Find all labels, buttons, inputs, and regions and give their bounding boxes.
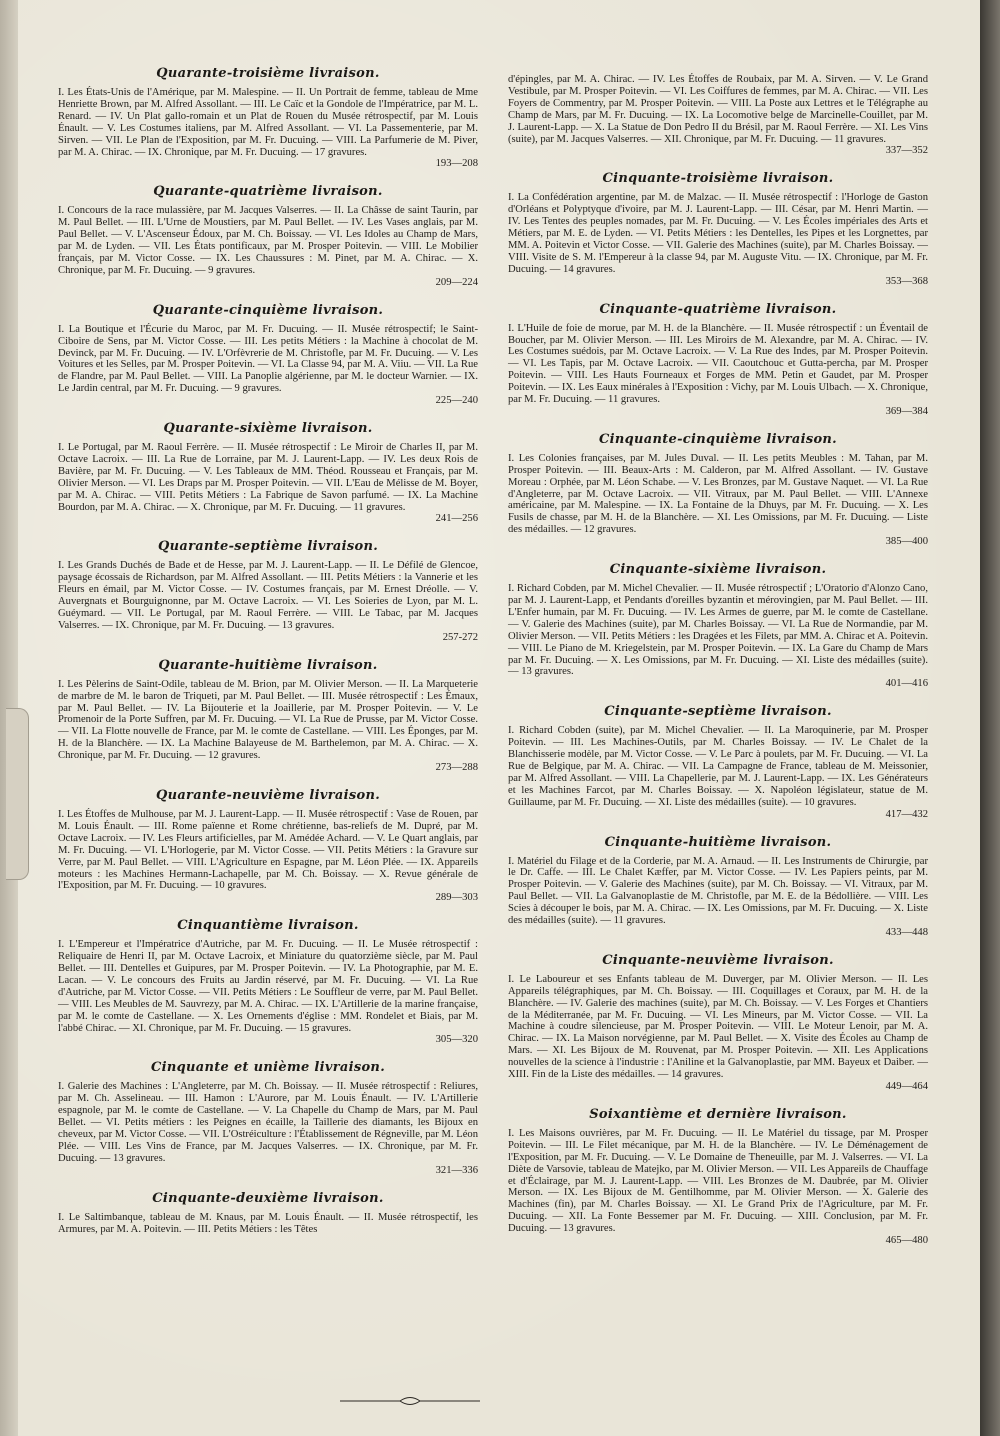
contents-text: I. Le Saltimbanque, tableau de M. Knaus, par M. Louis Énault. — II. Musée rétrospectif, les Armures, par M. A. Poitevin. — III. Petits Métiers : les Têtes [58, 1211, 478, 1235]
section-contents [58, 442, 478, 525]
section-contents [508, 192, 928, 287]
section-heading: Cinquante-deuxième livraison. [152, 1190, 384, 1206]
livraison-section [508, 953, 928, 1093]
page-range: 273—288 [435, 762, 478, 774]
page-range: 225—240 [435, 395, 478, 407]
section-contents [508, 583, 928, 690]
contents-text: I. La Confédération argentine, par M. de Malzac. — II. Musée rétrospectif : l'Horloge de Gaston d'Orléans et Polyptyque d'ivoire, par M. J. Laurent-Lapp. — III. César, par M. Henri Martin. — IV. Les Tentes des peuples nomades, par M. Fr. Ducuing. — V. Les Écoles impériales des Arts et Métiers, par M. E. de Lyden. — VI. Petits Métiers : les Dentelles, les Pipes et les Lorgnettes, par MM. A. Poitevin et Victor Cosse. — VII. Galerie des Machines (suite), par M. Charles Boissay. — VIII. Visite de S. M. l'Empereur à la classe 94, par M. Auguste Vitu. — IX. Chronique, par M. Fr. Ducuing. — 14 gravures. [508, 192, 928, 275]
section-contents [58, 809, 478, 904]
page-range: 353—368 [885, 275, 928, 287]
page-range: 289—303 [435, 892, 478, 904]
section-contents [58, 560, 478, 643]
contents-text: I. Les Pèlerins de Saint-Odile, tableau de M. Brion, par M. Olivier Merson. — II. La Marqueterie de marbre de M. le baron de Triqueti, par M. Paul Bellet. — III. Musée rétrospectif : Les Émaux, par M. Paul Bellet. — IV. La Bijouterie et la Joaillerie, par M. Prosper Poitevin. — V. Le Promenoir de la Porte Suffren, par M. Fr. Ducuing. — VI. La Rue de Prusse, par M. Victor Cosse. — VII. La Flotte nouvelle de France, par M. le comte de Castellane. — VIII. Les Éponges, par M. H. de la Blanchère. — IX. La Machine Balayeuse de M. Barthelemon, par M. A. Chirac. — X. Chronique, par M. Fr. Ducuing. — 12 gravures. [58, 678, 478, 762]
section-heading: Quarante-cinquième livraison. [152, 302, 384, 318]
livraison-section [58, 184, 478, 288]
livraison-section [508, 704, 928, 820]
section-contents [508, 453, 928, 548]
section-contents [58, 939, 478, 1046]
section-heading: Soixantième et dernière livraison. [589, 1106, 847, 1122]
livraison-section [58, 1060, 478, 1176]
section-heading: Cinquantième livraison. [177, 918, 359, 934]
contents-text: I. Galerie des Machines : L'Angleterre, par M. Ch. Boissay. — II. Musée rétrospectif : Reliures, par M. Ch. Asselineau. — III. Hamon : L'Aurore, par M. Louis Énault. — IV. L'Artillerie espagnole, par M. le comte de Castellane. — V. La Chapelle du Champ de Mars, par M. Paul Bellet. — VI. Petits métiers : les Peignes en écaille, la Taillerie des diamants, les Bijoux en cheveux, par M. Victor Cosse. — VII. L'Ostréiculture : l'Établissement de Régneville, par M. Léon Plée. — VIII. Les Vins de France, par M. Jacques Valserres. — IX. Chronique, par M. Fr. Ducuing. — 13 gravures. [58, 1081, 478, 1164]
binding-tab [6, 708, 29, 880]
section-heading: Cinquante-neuvième livraison. [602, 952, 834, 968]
left-column [58, 66, 478, 1249]
livraison-section [508, 74, 928, 157]
contents-text: I. Concours de la race mulassière, par M. Jacques Valserres. — II. La Châsse de saint Taurin, par M. Paul Bellet. — III. L'Urne de Moustiers, par M. Paul Bellet. — IV. Les Vases anglais, par M. Paul Bellet. — V. L'Ascenseur Édoux, par M. Ch. Boissay. — VI. Les Idoles au Champ de Mars, par M. de Lyden. — VII. Les États pontificaux, par M. Prosper Poitevin. — VIII. Le Mobilier français, par M. Victor Cosse. — IX. Les Chaussures : M. Pinet, par M. A. Chirac. — X. Chronique, par M. Fr. Ducuing. — 9 gravures. [58, 205, 478, 276]
livraison-section [58, 918, 478, 1046]
livraison-section [58, 303, 478, 407]
section-heading: Quarante-troisième livraison. [156, 66, 380, 81]
page-range: 321—336 [435, 1164, 478, 1176]
livraison-section [58, 1191, 478, 1236]
section-heading: Quarante-huitième livraison. [158, 657, 378, 673]
livraison-section [58, 788, 478, 904]
page-right-edge [980, 0, 1000, 1436]
contents-text: I. L'Empereur et l'Impératrice d'Autriche, par M. Fr. Ducuing. — II. Le Musée rétrospectif : Reliquaire de Henri II, par M. Octave Lacroix, et Miniature du quatorzième siècle, par M. Paul Bellet. — III. Dentelles et Guipures, par M. Prosper Poitevin. — IV. La Photographie, par M. E. Lacan. — V. Le concours des Fruits au Jardin réservé, par M. Fr. Ducuing. — VI. La Rue d'Autriche, par M. Victor Cosse. — VII. Petits Métiers : Le Souffleur de verre, par M. Paul Bellet. — VIII. Les Meubles de M. Sauvrezy, par M. A. Chirac. — IX. L'Artillerie de la marine française, par M. le comte de Castellane. — X. Les Ornements d'église : MM. Rondelet et Biais, par M. l'abbé Chirac. — XI. Chronique, par M. Fr. Ducuing. — 15 gravures. [58, 939, 478, 1034]
contents-text: I. Le Portugal, par M. Raoul Ferrère. — II. Musée rétrospectif : Le Miroir de Charles II, par M. Octave Lacroix. — III. La Rue de Lorraine, par M. J. Laurent-Lapp. — IV. Les deux Rois de Bavière, par M. Fr. Ducuing. — V. Les Tableaux de MM. Théod. Rousseau et Français, par M. Olivier Merson. — VI. Les Draps par M. Prosper Poitevin. — VII. L'Eau de Mélisse de M. Boyer, par M. A. Chirac. — VIII. Petits Métiers : La Fabrique de Savon parfumé. — IX. La Machine Bourdon, par M. A. Chirac. — X. Chronique, par M. Fr. Ducuing. — 11 gravures. [58, 442, 478, 513]
section-contents [58, 87, 478, 170]
livraison-section [508, 432, 928, 548]
section-contents [508, 856, 928, 939]
contents-text: I. Les Étoffes de Mulhouse, par M. J. Laurent-Lapp. — II. Musée rétrospectif : Vase de Rouen, par M. Louis Énault. — III. Rome païenne et Rome chrétienne, bas-reliefs de M. Dupré, par M. Octave Lacroix. — IV. Les Fleurs artificielles, par M. Amédée Achard. — V. Le Quart anglais, par M. Fr. Ducuing. — VI. L'Horlogerie, par M. Victor Cosse. — VII. Petits Métiers : la Gravure sur Verre, par M. Paul Bellet. — VIII. L'Agriculture en Espagne, par M. Léon Plée. — IX. Appareils moteurs : les Machines Hermann-Lachapelle, par M. Ch. Boissay. — X. Revue générale de l'Exposition, par M. Fr. Ducuing. — 10 gravures. [58, 808, 478, 892]
section-contents [508, 725, 928, 820]
livraison-section [508, 171, 928, 287]
contents-text: I. L'Huile de foie de morue, par M. H. de la Blanchère. — II. Musée rétrospectif : un Éventail de Boucher, par M. Olivier Merson. — III. Les Miroirs de M. Alexandre, par M. A. Chirac. — IV. Les Costumes suédois, par M. Octave Lacroix. — V. La Rue des Indes, par M. Prosper Poitevin. — VI. Les Tapis, par M. Octave Lacroix. — VII. Caoutchouc et Gutta-percha, par M. Prosper Poitevin. — VIII. Les Hauts Fourneaux et Forges de MM. Petin et Gaudet, par M. Prosper Poitevin. — IX. Les Eaux minérales à l'Exposition : Vichy, par M. Louis Ulbach. — X. Chronique, par M. Fr. Ducuing. — 11 gravures. [508, 322, 928, 406]
section-heading: Quarante-sixième livraison. [163, 421, 373, 437]
section-contents [508, 74, 928, 157]
page-range: 337—352 [885, 145, 928, 157]
contents-text: I. Les Colonies françaises, par M. Jules Duval. — II. Les petits Meubles : M. Tahan, par M. Prosper Poitevin. — III. Beaux-Arts : M. Calderon, par M. Alfred Assollant. — IV. Gustave Moreau : Orphée, par M. Léon Schabe. — V. Les Bronzes, par M. Gustave Naquet. — VI. La Rue d'Angleterre, par M. Octave Lacroix. — VII. Vitraux, par M. Paul Bellet. — VIII. L'Annexe américaine, par M. Malespine. — IX. La Fontaine de la Dhuys, par M. Fr. Ducuing. — X. Les Fusils de chasse, par M. H. de la Blanchère. — XI. Les Omissions, par M. Fr. Ducuing. — Liste des médailles. — 12 gravures. [508, 452, 928, 536]
section-contents [58, 1081, 478, 1176]
section-contents [58, 679, 478, 774]
page-range: 417—432 [885, 808, 928, 820]
section-contents [58, 205, 478, 288]
section-contents [58, 1212, 478, 1236]
section-contents [508, 1128, 928, 1247]
section-heading: Cinquante et unième livraison. [150, 1060, 386, 1076]
section-heading: Quarante-septième livraison. [157, 539, 379, 555]
section-contents [508, 974, 928, 1093]
section-heading: Cinquante-quatrième livraison. [599, 301, 837, 317]
page-range: 241—256 [435, 513, 478, 525]
livraison-section [58, 658, 478, 774]
section-heading: Cinquante-cinquième livraison. [598, 431, 838, 447]
page-range: 385—400 [885, 536, 928, 548]
section-contents [508, 323, 928, 418]
livraison-section [508, 835, 928, 939]
page-range: 369—384 [885, 405, 928, 417]
contents-text: I. Le Laboureur et ses Enfants tableau de M. Duverger, par M. Olivier Merson. — II. Les Appareils télégraphiques, par M. Ch. Boissay. — III. Coquillages et Coraux, par M. H. de la Blanchère. — IV. Galerie des machines (suite), par M. Ch. Boissay. — V. Les Forges et Chantiers de la Méditerranée, par M. Fr. Ducuing. — VI. Les Mineurs, par M. Victor Cosse. — VII. La Machine à coudre silencieuse, par M. Prosper Poitevin. — VIII. Le Moteur Lenoir, par M. A. Chirac. — IX. La Maison norvégienne, par M. Paul Bellet. — X. Visite des Écoles au Champ de Mars. — XI. Les Bijoux de M. Rouvenat, par M. Prosper Poitevin. — XII. Les Applications nouvelles de la science à l'industrie : l'Aniline et la Galvanoplastie, par MM. Bayeux et Daiber. — XIII. Fin de la Liste des médailles. — 14 gravures. [508, 973, 928, 1081]
contents-text: I. Les Grands Duchés de Bade et de Hesse, par M. J. Laurent-Lapp. — II. Le Défilé de Glencoe, paysage écossais de Richardson, par M. Alfred Assollant. — III. Petits Métiers : la Vannerie et les Fleurs en émail, par M. Victor Cosse. — IV. Costumes français, par M. Ernest Dréolle. — V. Auvergnats et Bourguignonne, par M. Octave Lacroix. — VI. Les Soieries de Lyon, par M. L. Guéymard. — VII. Le Portugal, par M. Raoul Ferrère. — VIII. Le Tabac, par M. Jacques Valserres. — IX. Chronique, par M. Fr. Ducuing. — 13 gravures. [58, 560, 478, 631]
section-contents [58, 324, 478, 407]
page-range: 257-272 [442, 631, 478, 643]
page-range: 209—224 [435, 276, 478, 288]
contents-text: d'épingles, par M. A. Chirac. — IV. Les Étoffes de Roubaix, par M. A. Sirven. — V. Le Grand Vestibule, par M. Prosper Poitevin. — VI. Les Coiffures de femmes, par M. A. Chirac. — VII. Les Foyers de Commentry, par M. Prosper Poitevin. — VIII. La Poste aux Lettres et le Télégraphe au Champ de Mars, par M. Fr. Ducuing. — IX. La Locomotive belge de Marcinelle-Couillet, par M. J. Laurent-Lapp. — X. La Statue de Don Pedro II du Brésil, par M. Raoul Ferrère. — XI. Les Vins (suite), par M. Jacques Valserres. — XII. Chronique, par M. Fr. Ducuing. — 11 gravures. [508, 74, 928, 145]
page-range: 193—208 [435, 158, 478, 170]
contents-text: I. Richard Cobden (suite), par M. Michel Chevalier. — II. La Maroquinerie, par M. Prosper Poitevin. — III. Les Machines-Outils, par M. Charles Boissay. — IV. Le Chalet de la Blanchisserie modèle, par M. Victor Cosse. — V. Le Parc à poulets, par M. Fr. Ducuing. — VI. La Rue de Belgique, par M. A. Chirac. — VII. La Campagne de France, tableau de M. Meissonier, par M. Alfred Assollant. — VIII. La Chapellerie, par M. J. Laurent-Lapp. — IX. Les Générateurs et les Machines Farcot, par M. Charles Boissay. — X. Napoléon législateur, statue de M. Guillaume, par M. Fr. Ducuing. — XI. Liste des médailles (suite). — 10 gravures. [508, 725, 928, 808]
livraison-section [58, 539, 478, 643]
section-heading: Quarante-neuvième livraison. [155, 787, 381, 803]
livraison-section [508, 562, 928, 690]
ornamental-divider [340, 1396, 480, 1406]
livraison-section [508, 1107, 928, 1247]
contents-text: I. Les États-Unis de l'Amérique, par M. Malespine. — II. Un Portrait de femme, tableau de Mme Henriette Brown, par M. Alfred Assollant. — III. Le Caïc et la Gondole de l'Impératrice, par M. L. Renard. — IV. Un Plat gallo-romain et un Plat de Rouen du Musée rétrospectif, par M. Louis Énault. — V. Les Costumes italiens, par M. Alfred Assollant. — VI. La Passementerie, par M. Sirven. — VII. Le Plan de l'Exposition, par M. Fr. Ducuing. — VIII. La Parfumerie de M. Piver, par M. A. Chirac. — IX. Chronique, par M. Fr. Ducuing. — 17 gravures. [58, 87, 478, 158]
section-heading: Quarante-quatrième livraison. [153, 184, 383, 200]
contents-text: I. Matériel du Filage et de la Corderie, par M. A. Arnaud. — II. Les Instruments de Chirurgie, par le Dr. Caffe. — III. Le Chalet Kæffer, par M. Victor Cosse. — IV. Les Papiers peints, par M. Prosper Poitevin. — V. Galerie des Machines (suite), par M. Ch. Boissay. — VI. Vitraux, par M. Paul Bellet. — VII. La Galvanoplastie de M. Christofle, par M. E. de la Bédollière. — VIII. Les Scies à découper le bois, par M. A. Chirac. — IX. Les Omissions, par M. Fr. Ducuing. — X. Liste des médailles (suite). — 11 gravures. [508, 855, 928, 927]
right-column [508, 74, 928, 1261]
livraison-section [58, 421, 478, 525]
section-heading: Cinquante-sixième livraison. [609, 562, 827, 578]
page-range: 465—480 [885, 1235, 928, 1247]
page-range: 305—320 [435, 1034, 478, 1046]
page-range: 401—416 [885, 678, 928, 690]
page-range: 433—448 [885, 926, 928, 938]
contents-text: I. Les Maisons ouvrières, par M. Fr. Ducuing. — II. Le Matériel du tissage, par M. Prosper Poitevin. — III. Le Filet mécanique, par M. H. de la Blanchère. — IV. Le Déménagement de l'Exposition, par M. Fr. Ducuing. — V. Le Domaine de Theneuille, par M. J. Valserres. — VI. La Diète de Varsovie, tableau de Matejko, par M. Olivier Merson. — VII. Les Appareils de Chauffage et d'Éclairage, par M. J. Laurent-Lapp. — VIII. Les Bronzes de M. Daubrée, par M. Olivier Merson. — IX. Les Bijoux de M. Gentilhomme, par M. Olivier Merson. — X. Galerie des Machines (fin), par M. Charles Boissay. — XI. Le Grand Prix de l'Agriculture, par M. Fr. Ducuing. — XII. La Fonte Bessemer par M. Fr. Ducuing. — XIII. Conclusion, par M. Fr. Ducuing. — 13 gravures. [508, 1127, 928, 1235]
contents-text: I. La Boutique et l'Écurie du Maroc, par M. Fr. Ducuing. — II. Musée rétrospectif; le Saint-Ciboire de Sens, par M. Victor Cosse. — III. Les petits Métiers : la Machine à chocolat de M. Devinck, par M. Fr. Ducuing. — IV. L'Orfèvrerie de M. Christofle, par M. Fr. Ducuing. — V. Les Voitures et les Selles, par M. Prosper Poitevin. — VI. La Classe 94, par M. A. Viiu. — VII. La Rue de Flandre, par M. Paul Bellet. — VIII. La Panoplie algérienne, par M. le docteur Warnier. — IX. Le Jardin central, par M. Fr. Ducuing. — 9 gravures. [58, 323, 478, 395]
livraison-section [58, 66, 478, 170]
livraison-section [508, 302, 928, 418]
section-heading: Cinquante-septième livraison. [604, 704, 832, 720]
page-range: 449—464 [885, 1081, 928, 1092]
contents-text: I. Richard Cobden, par M. Michel Chevalier. — II. Musée rétrospectif ; L'Oratorio d'Alonzo Cano, par M. J. Laurent-Lapp, et Pendants d'oreilles byzantin et mérovingien, par M. Paul Bellet. — III. L'Enfer humain, par M. Fr. Ducuing. — IV. Les Armes de guerre, par M. le comte de Castellane. — V. Galerie des Machines (suite), par M. Charles Boissay. — VI. La Rue de Normandie, par M. Olivier Merson. — VII. Petits Métiers : les Dragées et les Filets, par MM. A. Chirac et A. Poitevin. — VIII. Le Piano de M. Kriegelstein, par M. Prosper Poitevin. — IX. La Gare du Champ de Mars par M. Fr. Ducuing. — X. Les Omissions, par M. Fr. Ducuing. — XI. Liste des médailles (suite). — 13 gravures. [508, 583, 928, 678]
section-heading: Cinquante-huitième livraison. [604, 834, 832, 850]
section-heading: Cinquante-troisième livraison. [602, 171, 834, 187]
